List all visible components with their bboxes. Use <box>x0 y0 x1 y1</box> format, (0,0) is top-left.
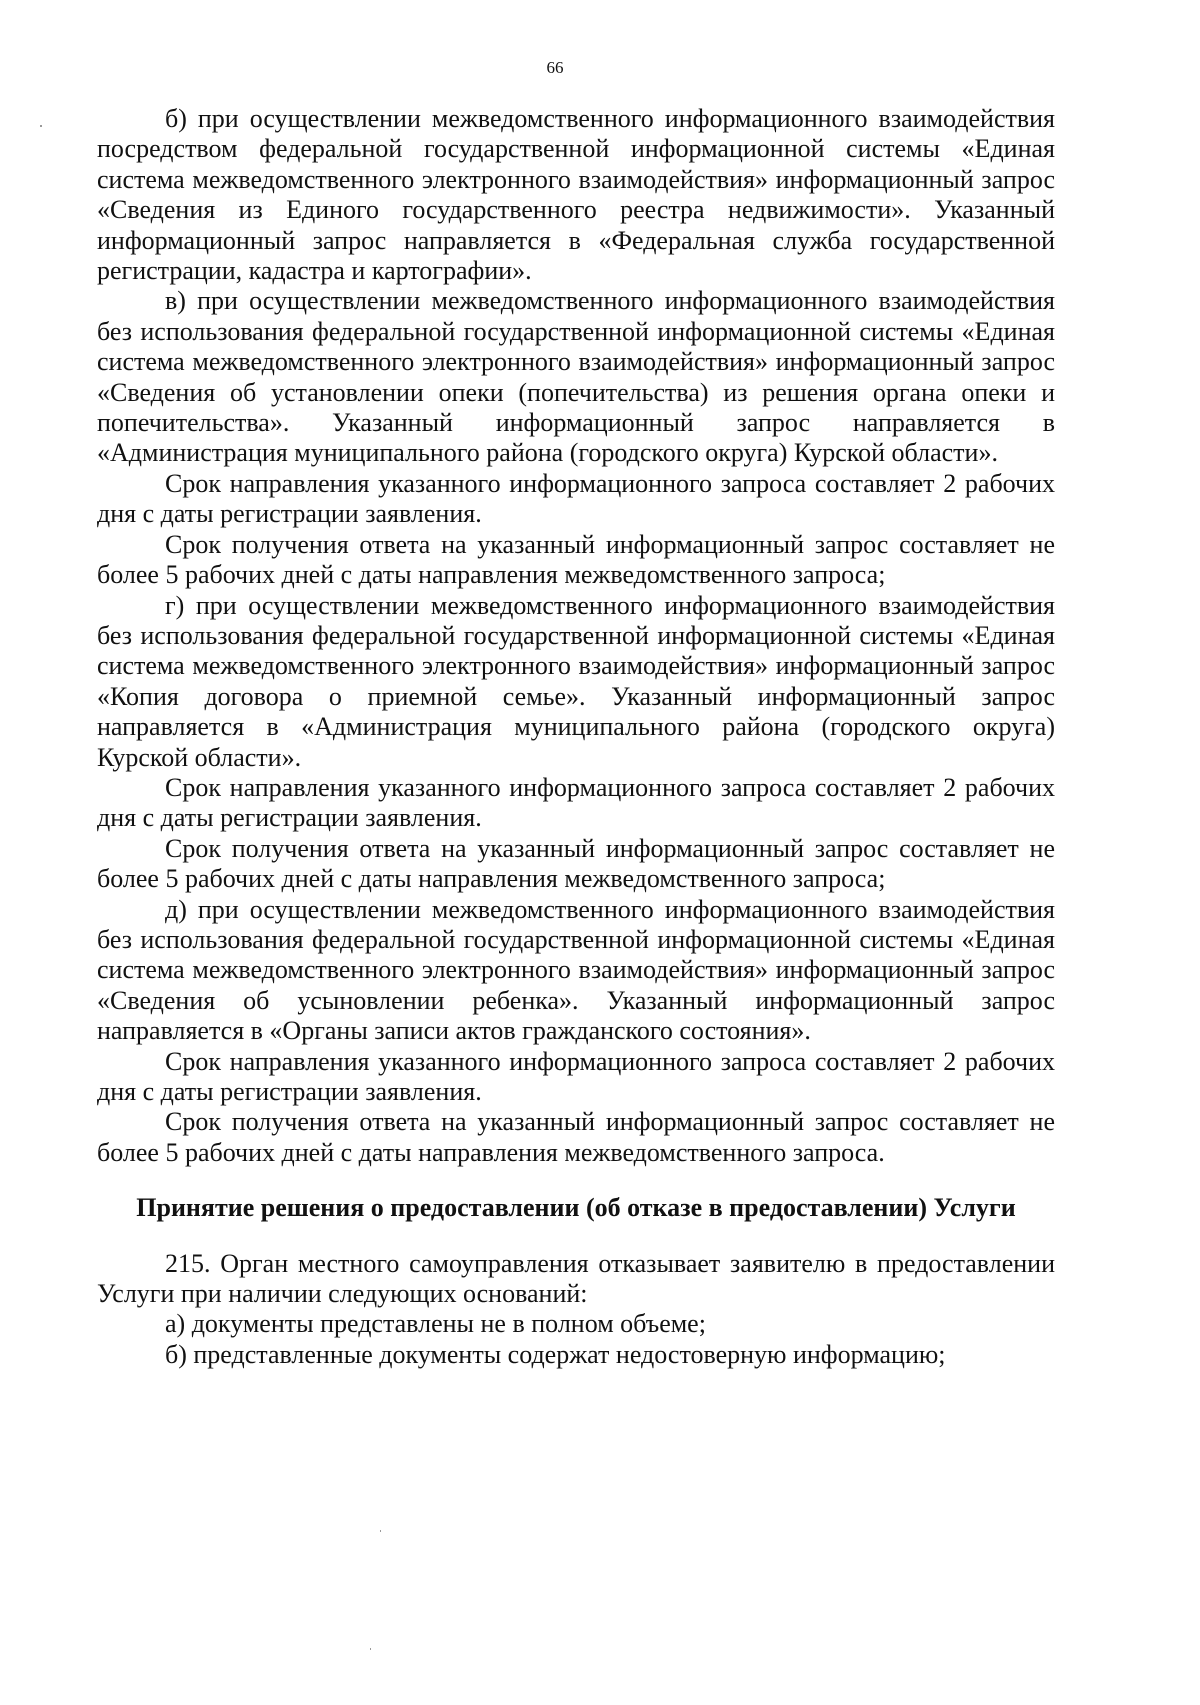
scan-speck <box>380 1530 381 1532</box>
paragraph-d-request-adoption: д) при осуществлении межведомственного информационного взаимодействия без использования федеральной государственной информационной системы «Единая система межведомственного электронного взаимодействия» информационный запрос «Сведения об усыновлении ребенка». Указанный информационный запрос направляется в «Органы записи актов гражданского состояния». <box>97 894 1055 1046</box>
section-refusal-grounds <box>97 1249 1055 1371</box>
paragraph-request-deadline: Срок направления указанного информационного запроса составляет 2 рабочих дня с даты регистрации заявления. <box>97 468 1055 529</box>
document-body <box>97 104 1055 1370</box>
paragraph-b-request-egrn: б) при осуществлении межведомственного информационного взаимодействия посредством федеральной государственной информационной системы «Единая система межведомственного электронного взаимодействия» информационный запрос «Сведения из Единого государственного реестра недвижимости». Указанный информационный запрос направляется в «Федеральная служба государственной регистрации, кадастра и картографии». <box>97 104 1055 286</box>
paragraph-response-deadline: Срок получения ответа на указанный информационный запрос составляет не более 5 рабочих дней с даты направления межведомственного запроса; <box>97 529 1055 590</box>
paragraph-g-request-foster-contract: г) при осуществлении межведомственного информационного взаимодействия без использования федеральной государственной информационной системы «Единая система межведомственного электронного взаимодействия» информационный запрос «Копия договора о приемной семье». Указанный информационный запрос направляется в «Администрация муниципального района (городского округа) Курской области». <box>97 590 1055 772</box>
section-heading: Принятие решения о предоставлении (об отказе в предоставлении) Услуги <box>136 1193 1016 1223</box>
refusal-ground-a: а) документы представлены не в полном объеме; <box>165 1309 706 1339</box>
paragraph-response-deadline: Срок получения ответа на указанный информационный запрос составляет не более 5 рабочих дней с даты направления межведомственного запроса. <box>97 1107 1055 1167</box>
scan-speck <box>370 1648 371 1650</box>
paragraph-request-deadline: Срок направления указанного информационного запроса составляет 2 рабочих дня с даты регистрации заявления. <box>97 1046 1055 1106</box>
paragraph-215-refusal: 215. Орган местного самоуправления отказывает заявителю в предоставлении Услуги при наличии следующих оснований: <box>97 1248 1055 1309</box>
scan-speck <box>40 125 42 127</box>
paragraph-request-deadline: Срок направления указанного информационного запроса составляет 2 рабочих дня с даты регистрации заявления. <box>97 772 1055 833</box>
paragraph-response-deadline: Срок получения ответа на указанный информационный запрос составляет не более 5 рабочих дней с даты направления межведомственного запроса; <box>97 833 1055 894</box>
refusal-ground-b: б) представленные документы содержат недостоверную информацию; <box>165 1339 946 1369</box>
paragraph-v-request-guardianship: в) при осуществлении межведомственного информационного взаимодействия без использования федеральной государственной информационной системы «Единая система межведомственного электронного взаимодействия» информационный запрос «Сведения об установлении опеки (попечительства) из решения органа опеки и попечительства». Указанный информационный запрос направляется в «Администрация муниципального района (городского округа) Курской области». <box>97 286 1055 468</box>
page-number: 66 <box>546 58 564 77</box>
